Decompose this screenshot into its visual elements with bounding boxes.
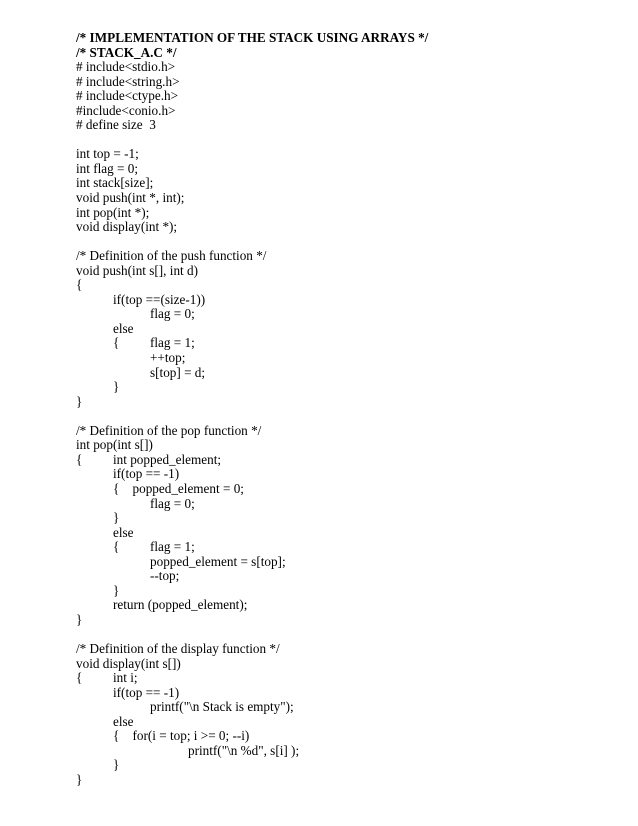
code-line-text: # include<ctype.h> xyxy=(76,88,179,104)
code-line xyxy=(76,540,616,555)
code-line xyxy=(76,249,616,264)
code-line xyxy=(76,453,616,468)
code-line xyxy=(76,627,616,642)
code-listing xyxy=(76,31,616,787)
code-line-text: int stack[size]; xyxy=(76,175,154,191)
code-line-text: if(top ==(size-1)) xyxy=(113,291,206,307)
code-line-text: { popped_element = 0; xyxy=(113,480,244,496)
code-line xyxy=(76,366,616,381)
code-line-text: /* Definition of the pop function */ xyxy=(76,422,262,438)
code-line xyxy=(76,46,616,61)
code-line xyxy=(76,322,616,337)
code-line xyxy=(76,75,616,90)
code-line xyxy=(76,293,616,308)
code-line-text: { xyxy=(76,451,83,467)
code-line xyxy=(76,60,616,75)
code-line-text: { xyxy=(76,277,83,293)
code-line-text: --top; xyxy=(150,568,180,584)
code-line-text: else xyxy=(113,524,134,540)
code-line-text: } xyxy=(113,379,120,395)
code-line-tail: flag = 1; xyxy=(150,335,195,351)
code-line xyxy=(76,380,616,395)
code-line xyxy=(76,569,616,584)
code-line-text: } xyxy=(113,510,120,526)
code-line-text: printf("\n %d", s[i] ); xyxy=(188,742,300,758)
code-line xyxy=(76,104,616,119)
code-line xyxy=(76,613,616,628)
code-line xyxy=(76,715,616,730)
code-line-text: int pop(int s[]) xyxy=(76,437,153,453)
code-line-text: popped_element = s[top]; xyxy=(150,553,286,569)
code-line xyxy=(76,657,616,672)
code-line-text: } xyxy=(76,771,83,787)
code-line xyxy=(76,686,616,701)
code-line xyxy=(76,278,616,293)
code-line-tail: flag = 1; xyxy=(150,539,195,555)
code-line-text: # define size 3 xyxy=(76,117,156,133)
code-line xyxy=(76,424,616,439)
code-line-text: /* Definition of the display function */ xyxy=(76,640,280,656)
code-line-text: if(top == -1) xyxy=(113,684,180,700)
code-line-text: int flag = 0; xyxy=(76,160,139,176)
code-line-text: int top = -1; xyxy=(76,146,139,162)
code-line-text: flag = 0; xyxy=(150,495,195,511)
code-line xyxy=(76,584,616,599)
code-line xyxy=(76,700,616,715)
code-line-text: else xyxy=(113,320,134,336)
code-line-text: void push(int s[], int d) xyxy=(76,262,198,278)
code-line-text: } xyxy=(113,582,120,598)
code-line xyxy=(76,89,616,104)
code-line xyxy=(76,395,616,410)
code-line-text: { for(i = top; i >= 0; --i) xyxy=(113,728,250,744)
code-line-text: # include<string.h> xyxy=(76,73,180,89)
code-line xyxy=(76,133,616,148)
code-line-text: ++top; xyxy=(150,350,186,366)
code-line-text: /* STACK_A.C */ xyxy=(76,44,177,60)
code-line-text: return (popped_element); xyxy=(113,597,248,613)
code-line-text: # include<stdio.h> xyxy=(76,59,176,75)
code-line-text: /* IMPLEMENTATION OF THE STACK USING ARRAYS */ xyxy=(76,30,429,45)
code-line xyxy=(76,336,616,351)
code-line xyxy=(76,206,616,221)
code-line xyxy=(76,467,616,482)
code-line-text: { xyxy=(113,335,120,351)
code-line-text: { xyxy=(113,539,120,555)
code-line-text: void push(int *, int); xyxy=(76,190,185,206)
code-line xyxy=(76,162,616,177)
code-line xyxy=(76,758,616,773)
code-line-text: /* Definition of the push function */ xyxy=(76,248,267,264)
code-line-text: flag = 0; xyxy=(150,306,195,322)
code-line xyxy=(76,744,616,759)
code-line-text: #include<conio.h> xyxy=(76,102,176,118)
code-line xyxy=(76,642,616,657)
code-line xyxy=(76,511,616,526)
code-line xyxy=(76,598,616,613)
code-line xyxy=(76,31,616,46)
code-line xyxy=(76,526,616,541)
code-line xyxy=(76,264,616,279)
code-line-text: { xyxy=(76,670,83,686)
code-line xyxy=(76,409,616,424)
code-line-tail: int popped_element; xyxy=(113,451,222,467)
code-line-text: printf("\n Stack is empty"); xyxy=(150,699,294,715)
code-line-text: s[top] = d; xyxy=(150,364,206,380)
code-line xyxy=(76,307,616,322)
code-line xyxy=(76,438,616,453)
code-line xyxy=(76,147,616,162)
code-line xyxy=(76,773,616,788)
code-line-text: } xyxy=(76,393,83,409)
code-line-text: int pop(int *); xyxy=(76,204,150,220)
code-line xyxy=(76,176,616,191)
code-line-text: if(top == -1) xyxy=(113,466,180,482)
code-line xyxy=(76,118,616,133)
code-line xyxy=(76,191,616,206)
code-line xyxy=(76,671,616,686)
code-line-tail: int i; xyxy=(113,670,138,686)
code-line-text: } xyxy=(113,757,120,773)
code-line xyxy=(76,235,616,250)
code-line-text: else xyxy=(113,713,134,729)
code-line-text: } xyxy=(76,611,83,627)
code-line xyxy=(76,497,616,512)
code-line xyxy=(76,555,616,570)
code-line xyxy=(76,482,616,497)
code-line xyxy=(76,220,616,235)
code-line xyxy=(76,729,616,744)
code-line xyxy=(76,351,616,366)
code-line-text: void display(int s[]) xyxy=(76,655,181,671)
code-line-text: void display(int *); xyxy=(76,219,178,235)
